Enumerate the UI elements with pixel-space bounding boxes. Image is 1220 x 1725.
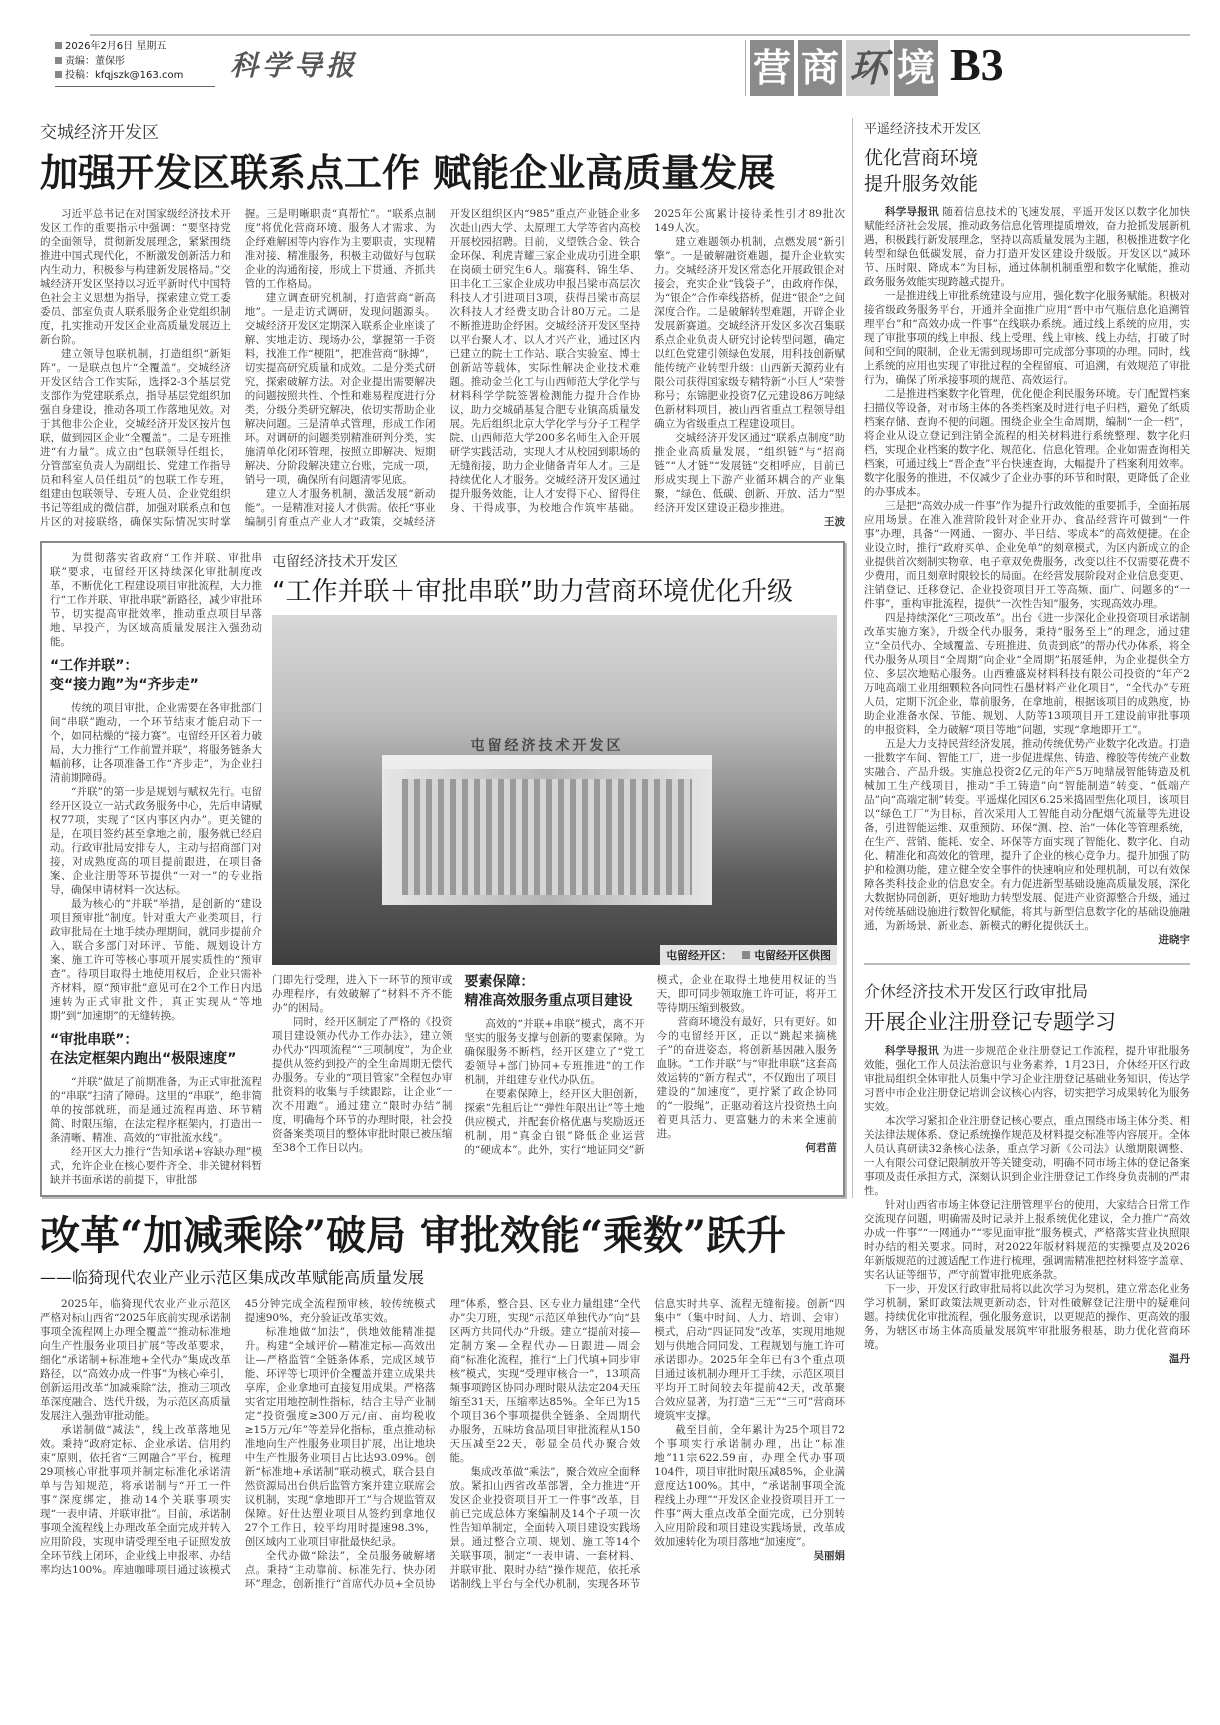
paragraph: 针对山西省市场主体登记注册管理平台的使用，大家结合日常工作交流现存问题，明确需及时记录并上报系统优化建议，全力推广“高效办成一件事”“一网通办”“零见面审批”服务模式，严格落实营业执照限时办结的相关要求。同时，对2022年版材料规范的实操要点及2026年新版规范的过渡适配工作进行梳理，强调需精准把控材料签字盖章、实名认证等细节，严守前置审批兜底条款。 <box>864 1199 1190 1281</box>
paragraph: 营商环境没有最好，只有更好。如今的屯留经开区，正以“跳起来摘桃子”的奋进姿态，将创新基因融入服务血脉。“工作并联”与“审批串联”这套高效运转的“新方程式”，不仅跑出了项目建设的“加速度”，更拧紧了政企协同的“一股绳”，正驱动着这片投资热土向着更具活力、更富魅力的未来全速前进。 <box>656 1016 837 1140</box>
title-line: 提升服务效能 <box>864 173 979 195</box>
subheading: “工作并联”： <box>50 658 139 674</box>
paragraph: 一是推进线上审批系统建设与应用，强化数字化服务赋能。积极对接省级政务服务平台，开通并全面推广应用“晋中市气瓶信息化追溯管理平台”和“高效办成一件事”在线联办系统。通过线上系统的应用，实现了审批事项的线上申报、线上受理、线上审核、线上办结，打破了时间和空间的限制，企业无需到现场即可完成部分事项的办理。同时，线上系统的应用也实现了审批过程的全程留痕、可追溯，有效规范了审批行为，确保了所承接事项的规范、高效运行。 <box>864 290 1190 386</box>
caption-text: 屯留经开区： <box>666 949 732 962</box>
paragraph: 同时，经开区制定了严格的《投资项目建设领办代办工作办法》，建立领办代办“四项流程”“三项制度”，为企业提供从签约到投产的全生命周期无偿代办服务。专业的“项目管家”全程包办审批资料的收集与手续跟踪，让企业“一次不用跑”。通过建立“限时办结”制度，明确每个环节的办理时限，社会投资备案类项目的整体审批时限已被压缩至38个工作日以内。 <box>272 1016 453 1154</box>
photo-caption <box>660 945 837 965</box>
paragraph: 四是持续深化“三项改革”。出台《进一步深化企业投资项目承诺制改革实施方案》，升级全代办服务，秉持“服务至上”的理念，通过建立“全员代办、全域覆盖、专班推进、负责到底”的帮办代办体系，将全代办服务从项目“全周期”向企业“全周期”拓展延伸，为企业提供全方位、多层次地贴心服务。山西雅盛炭材料科技有限公司投资的“年产2万吨高端工业用细颗粒各向同性石墨材料产业化项目”，“全代办”专班人员，定期下沉企业，靠前服务，在拿地前，根据该项目的成熟度，协助企业准备水保、节能、规划、人防等13项项目开工建设前审批事项的申报资料，全力破解“项目等地”问题，实现“拿地即开工”。 <box>864 612 1190 736</box>
issue-info <box>55 40 215 87</box>
paragraph: 五是大力支持民营经济发展，推动传统优势产业数字化改造。打造一批数字车间、智能工厂，进一步促进煤焦、铸造、橡胶等传统产业数实融合、产品升级。实施总投资2亿元的年产5万吨鼎晟智能铸造及机械加工生产线项目，推动“手工铸造”向“智能制造”转变、“低端产品”向“高端定制”转变。平遥煤化园区6.25米捣固型焦化项目，该项目以“绿色工厂”为目标，首次采用人工智能自动分配烟气流量等先进设备，引进智能运维、双重预防、环保“测、控、治”一体化等管理系统，在生产、营销、能耗、安全、环保等方面实现了智能化、数字化、自动化、精准化和高效化的管理，提升了企业的核心竞争力。提升加强了防护和检测功能，建立健全安全事件的快速响应和处理机制，可以有效保障各类科技企业的信息安全。有力促进新型基础设施高质量发展，深化大数据协同创新，更好地助力转型发展、促进产业资源整合升级，通过对传统基础设施进行数智化赋能，将其与新型信息数字化的基础设施融通，为新场景、新业态、新模式的孵化提供沃土。 <box>864 738 1190 932</box>
middle-article-lower-columns <box>272 973 837 1158</box>
bottom-article-subtitle: ——临猗现代农业产业示范区集成改革赋能高质量发展 <box>40 1268 425 1287</box>
right-article-kicker: 平遥经济技术开发区 <box>864 122 982 137</box>
middle-article-left-column <box>50 551 262 1187</box>
paragraph: 集成改革做“乘法”，聚合效应全面释放。紧扣山西省改革部署，全力推进“开发区企业投资项目开工一件事”改革，目前已完成总体方案编制及14个子项一次性告知单制定，全面转入项目建设实践场景。通过整合立项、规划、施工等14个关联事项，制定“一表申请、一套材料、并联审批、限时办结”操作规范，依托承诺制线上平台与全代办机制，实现各环节信息实时共享、流程无缝衔接。创新“四集中”（集中时间、人力、培训、会审）模式，启动“四证同发”改革，实现用地规划与供地合同同发、工程规划与施工许可承诺即办。2025年全年已有3个重点项目通过该机制办理开工手续，示范区项目平均开工时间较去年提前42天，改革聚合效应显著，为打造“三无”“三可”营商环境筑牢支撑。 <box>449 1298 845 1590</box>
paragraph: 随着信息技术的飞速发展，平遥开发区以数字化加快赋能经济社会发展，推动政务信息化管理提质增效，奋力抢抓发展新机遇，积极践行新发展理念，坚持以高质量发展为主题，积极推进数字化转型和绿色低碳发展，奋力打造开发区建设升级版。开发区以“减环节、压时限、降成本”为目标，通过体制机制重塑和数字化赋能，推动政务服务效能实现跨越式提升。 <box>864 206 1191 288</box>
author: 温丹 <box>1169 1353 1190 1365</box>
paragraph: 为进一步规范企业注册登记工作流程，提升审批服务效能，强化工作人员法治意识与业务素养，1月23日，介休经开区行政审批局组织全体审批人员集中学习企业注册登记基础业务知识，传达学习晋中市企业注册登记培训会议核心内容，切实把学习成果转化为服务实效。 <box>864 1045 1191 1113</box>
author: 王波 <box>824 516 845 528</box>
issue-submit-email: 投稿：kfqjszk@163.com <box>55 69 215 84</box>
right-article-title <box>864 145 1190 197</box>
paragraph: 习近平总书记在对国家级经济技术开发区工作的重要指示中强调：“要坚持党的全面领导，贯彻新发展理念，紧紧围绕推进中国式现代化，不断激发创新活力和内生动力，积极参与构建新发展格局。”交城经济开发区坚持以习近平新时代中国特色社会主义思想为指导，探索建立党工委委员、部室负责人联系服务企业党组织制度，扎实推动开发区企业高质量发展迈上新台阶。 <box>40 208 231 346</box>
building-illustration <box>382 738 712 905</box>
middle-article-title: “工作并联＋审批串联”助力营商环境优化升级 <box>272 577 793 607</box>
paragraph: 下一步，开发区行政审批局将以此次学习为契机，建立常态化业务学习机制，紧盯政策法规更新动态，针对性破解登记注册中的疑难问题。持续优化审批流程，强化服务意识，以更规范的操作、更高效的服务，为辖区市场主体高质量发展筑牢审批服务根基，助力优化营商环境。 <box>864 1283 1190 1351</box>
bottom-article-title: 改革“加减乘除”破局 审批效能“乘数”跃升 <box>40 1212 786 1259</box>
photo-credit: 屯留经开区供图 <box>754 949 831 962</box>
section-char: 境 <box>894 40 938 96</box>
section-masthead <box>745 40 938 96</box>
top-article-title: 加强开发区联系点工作 赋能企业高质量发展 <box>40 151 776 195</box>
middle-article-kicker: 屯留经济技术开发区 <box>272 554 398 570</box>
paragraph: 门即先行受理，进入下一环节的预审或办理程序，有效破解了“材料不齐不能办”的困局。 <box>272 974 453 1014</box>
jiexiu-article-kicker: 介休经济技术开发区行政审批局 <box>864 982 1089 1001</box>
issue-editor: 责编：董保彤 <box>55 55 215 70</box>
bottom-article-body <box>40 1297 845 1591</box>
subheading: 精准高效服务重点项目建设 <box>464 993 633 1009</box>
paragraph: 二是推进档案数字化管理，优化便企利民服务环境。专门配置档案扫描仪等设备，对市场主体的各类档案及时进行电子归档，避免了纸质档案存储、查询不便的问题。围绕企业全生命周期，编制“一企一档”，将企业从设立登记到注销全流程的相关材料进行系统整理、数字化归档，实现企业档案的数字化、规范化、信息化管理。企业如需查询相关档案，可通过线上“晋企查”平台快速查询，大幅提升了档案利用效率。数字化服务的推进，不仅减少了企业办事的环节和时限，更降低了企业的办事成本。 <box>864 388 1190 498</box>
right-stack <box>864 118 1190 1366</box>
paragraph: 建立难题领办机制，点燃发展“新引擎”。一是破解融资难题，提升企业软实力。交城经济开发区常态化开展政银企对接会，充实企业“钱袋子”，由政府作保，为“银企”合作牵线搭桥，促进“银企”之间深度合作。二是破解转型难题，开辟企业发展新赛道。交城经济开发区多次召集联系点企业负责人研究讨论转型问题，确定以红色党建引领绿色发展，用科技创新赋能传统产业转型升级：山西新天源药业有限公司获得国家级专精特新“小巨人”荣誉称号；东锦肥业投资7亿元建设86万吨绿色新材料项目，被山西省重点工程领导组确立为省级重点工程建设项目。 <box>654 236 845 430</box>
jiexiu-article-body <box>864 1044 1190 1366</box>
square-bullet-icon <box>742 951 750 959</box>
section-char: 商 <box>798 40 842 96</box>
paragraph: 截至目前，全年累计为25个项目72个事项实行承诺制办理，出让“标准地”11宗622.59亩，办理全代办事项104件，项目审批时限压减85%，企业满意度达100%。其中，“承诺制事项全流程线上办理”“开发区企业投资项目开工一件事”两大重点改革全面完成，已分别转入应用阶段和项目建设实践场景，改革成效加速转化为项目落地“加速度”。 <box>654 1424 845 1548</box>
paragraph: 高效的“并联+串联”模式，离不开坚实的服务支撑与创新的要素保障。为确保服务不断档，经开区建立了“党工委领导+部门协同+专班推进”的工作机制，并组建专业代办队伍。 <box>464 1018 645 1086</box>
newspaper-logo: 科学导报 <box>230 49 359 82</box>
paragraph: 建立领导包联机制，打造组织“新矩阵”。一是联点包片“全覆盖”。交城经济开发区结合工作实际，选择2-3个基层党支部作为党建联系点，指导基层党组织加强自身建设，推动各项工作落地见效。对于其他非公企业，交城经济开发区按片包联，做到园区企业“全覆盖”。二是专班推进“有力量”。成立由“包联领导任组长，分管部室负责人为副组长、党建工作指导员和科室人员任组员”的包联工作专班，组建由包联领导、专班人员、企业党组织书记等组成的微信群，加强对联系点和包片区的对接联络，确保实际情况实时掌握。三是明晰职责“真帮忙”。“联系点制度”将优化营商环境、服务人才需求、为企纾难解困等内容作为主要职责，实现精准对接、精准服务，积极主动做好与包联企业的沟通衔接，形成上下贯通、齐抓共管的工作格局。 <box>40 208 436 528</box>
intro: 为贯彻落实省政府“工作并联、审批串联”要求，屯留经开区持续深化审批制度改革，不断优化工程建设项目审批流程，大力推行“工作并联、审批串联”新路径，减少审批环节，切实提高审批效率，推动重点项目早落地、早投产，为区域高质量发展注入强劲动能。 <box>50 552 262 648</box>
author: 进晓宇 <box>1158 934 1190 946</box>
paragraph: 全代办做“除法”，全员服务破解堵点。秉持“主动靠前、标准先行、快办闭环”理念，创新推行“首席代办员+全员协理”体系，整合县、区专业力量组建“全代办”尖刀班，实现“示范区单独代办”向“县区两方共同代办”升级。建立“提前对接—定制方案—全程代办—日跟进—周会商”标准化流程，推行“上门代填+同步审核”模式，实现“受理审核合一”，13项高频事项跨区协同办理时限从法定204天压缩至31天，压缩率达85%。全年已为15个项目36个事项提供全链条、全周期代办服务，五味坊食品项目审批流程从150天压减至22天，彰显全员代办聚合效能。 <box>244 1298 641 1590</box>
issue-date: 2026年2月6日 星期五 <box>55 40 215 55</box>
subheading: 要素保障： <box>464 974 535 990</box>
paragraph: 三是把“高效办成一件事”作为提升行政效能的重要抓手，全面拓展应用场景。在准入准营阶段针对企业开办、食品经营许可做到“一件事”办理，具备“一网通、一窗办、半日结、零成本”的高效便捷。在企业设立时，推行“政府买单、企业免单”的刻章模式，为区内新成立的企业提供首次刻制实物章、电子章双免费服务，改变以往不仅需要花费不少费用，而且刻章时限较长的局面。在经营发展阶段对企业信息变更、注销登记、迁移登记、企业投资项目开工等高频、面广、问题多的“一件事”，重构审批流程，提供“一次性告知”服务，实现高效办理。 <box>864 500 1190 610</box>
author: 吴丽娟 <box>813 1550 845 1562</box>
lead: 科学导报讯 <box>885 1045 939 1057</box>
middle-article-box <box>40 541 845 1197</box>
paragraph: 传统的项目审批，企业需要在各审批部门间“串联”跑动，一个环节结束才能启动下一个，如同枯燥的“接力赛”。屯留经开区着力破局，大力推行“工作前置并联”，将服务链条大幅前移，让各项准备工作“齐步走”，为企业扫清前期障碍。 <box>50 702 262 784</box>
middle-article-right-area <box>272 551 837 1187</box>
author: 何君苗 <box>805 1142 837 1154</box>
title-line: 优化营商环境 <box>864 147 979 169</box>
left-stack <box>40 118 845 1591</box>
section-divider <box>864 963 1190 965</box>
paragraph: 最为核心的“并联”举措，是创新的“建设项目预审批”制度。针对重大产业类项目，行政审批局在土地手续办理期间，就同步提前介入，联合多部门对环评、节能、规划设计方案、施工许可等核心事项开展实质性的“预审查”。待项目取得土地使用权后，企业只需补齐材料，原“预审批”意见可在2个工作日内迅速转为正式审批文件，真正实现从“等地期”到“加速期”的无缝转换。 <box>50 898 262 1022</box>
paragraph: 建立调查研究机制，打造营商“新高地”。一是走访式调研，发现问题源头。交城经济开发区定期深入联系企业座谈了解、实地走访、现场办公，掌握第一手资料，找准工作“梗阻”，把准营商“脉搏”，切实提高研究质量和成效。二是分类式研究，探索破解方法。对企业提出需要解决的问题按照共性、个性和难易程度进行分类，分级分类研究解决，依切实帮助企业解决问题。三是清单式管理，形成工作闭环。对调研的问题类别精准研判分类，实施清单化闭环管理，按照立即解决、短期解决、分阶段解决建立台账，完成一项，销号一项，确保所有问题清零见底。 <box>244 292 436 486</box>
lead: 科学导报讯 <box>885 206 939 218</box>
subheading: “审批串联”： <box>50 1032 139 1048</box>
paragraph: 承诺制做“减法”，线上改革落地见效。秉持“政府定标、企业承诺、信用约束”原则，依托省“三网融合”平台，梳理29项核心审批事项并制定标准化承诺清单与告知规范，将承诺制与“开工一件事”深度绑定，推动14个关联事项实现“一表申请、并联审批”。目前，承诺制事项全流程线上办理改革全面完成并转入应用阶段，实现申请受理至电子证照发放全环节线上闭环，企业线上申报率、办结率均达100%。库迪咖啡项目通过该模式45分钟完成全流程预审核，较传统模式提速90%，充分验证改革实效。 <box>40 1298 436 1576</box>
right-article-body <box>864 205 1190 947</box>
building-sign: 屯留经济技术开发区 <box>470 738 624 754</box>
section-char: 营 <box>750 40 794 96</box>
paragraph: 标准地做“加法”，供地效能精准提升。构建“全域评价—精准定标—高效出让—严格监管”全链条体系，完成区域节能、环评等七项评价全覆盖并建立成果共享库，企业拿地可直接复用成果。严格落实省定用地控制性指标，结合主导产业制定“投资强度≥300万元/亩、亩均税收≥15万元/年”等差异化指标，重点推动标准地向生产性服务业项目扩展，出让地块中生产性服务业项目占比达93.09%。创新“标准地+承诺制”联动模式，联合县自然资源局出台供后监管方案并建立联席会议机制，实现“拿地即开工”与合规监管双保障。好仕达塑业项目从签约到拿地仅27个工作日，较平均用时提速98.3%，创区域内工业项目审批最快纪录。 <box>244 1326 436 1548</box>
section-char: 环 <box>846 40 890 96</box>
paragraph: “并联”做足了前期准备，为正式审批流程的“串联”扫清了障碍。这里的“串联”，绝非简单的按部就班，而是通过流程再造、环节精简、时限压缩，在法定程序框架内，打造出一条清晰、精准、高效的“审批流水线”。 <box>50 1076 262 1144</box>
paragraph: 经开区大力推行“告知承诺+容缺办理”模式，允许企业在核心要件齐全、非关键材料暂缺并书面承诺的前提下，审批部 <box>50 1146 262 1186</box>
paragraph: “并联”的第一步是规划与赋权先行。屯留经开区设立一站式政务服务中心，先后申请赋权77项，实现了“区内事区内办”。更关键的是，在项目签约甚至拿地之前，服务就已经启动。行政审批局安排专人，主动与招商部门对接，对成熟度高的项目提前跟进，在项目备案、企业注册等环节提供“一对一”的专业指导，确保申请材料一次达标。 <box>50 786 262 896</box>
paragraph: 交城经济开发区通过“联系点制度”助推企业高质量发展，“组织链”与“招商链”“人才链”“发展链”交相呼应，目前已形成实现上下游产业循环耦合的产业集聚，“绿色、低碳、创新、开放、活力”型经济开发区建设正稳步推进。 <box>654 432 845 514</box>
paragraph: 建立人才服务机制，激活发展“新动能”。一是精准对接人才供需。依托“事业编制引育重点产业人才”政策，交城经济开发区组织区内“985”重点产业链企业多次赴山西大学、太原理工大学等省内高校开展校园招聘。目前，义望铁合金、铁合金环保、利虎青耀三家企业成功引进全职在岗硕士研究生6人。瑞赛科、锦生华、田丰化工三家企业成功申报吕梁市高层次科技人才引进项目3项，获得吕梁市高层次科技人才经费支助合计80万元。二是不断推进助企纾困。交城经济开发区坚持以平台聚人才、以人才兴产业，通过区内已建立的院士工作站、联合实验室、博士创新站等载体，实际性解决企业技术难题。推动金兰化工与山西师范大学化学与材料科学学院签署检测能力提升合作协议，助力交城硝基复合肥专业镇高质量发展。先后组织北京大学化学与分子工程学院、山西师范大学200多名师生入企开展研学实践活动，实现人才从校园到职场的无缝衔接，助力企业储备青年人才。三是持续优化人才服务。交城经济开发区通过提升服务效能，让人才安得下心、留得住身、干得成事，为校地合作筑牢基础。2025年公寓累计接待柔性引才89批次149人次。 <box>244 208 845 528</box>
paragraph: 2025年，临猗现代农业产业示范区严格对标山西省“2025年底前实现承诺制事项全流程网上办理全覆盖”“推动标准地向生产性服务业项目扩展”等改革要求，细化“承诺制+标准地+全代办”集成改革路径，以“高效办成一件事”为核心牵引，创新运用改革“加减乘除”法，推动三项改革深度融合、迭代升级，为示范区高质量发展注入强劲审批动能。 <box>40 1298 231 1422</box>
subheading: 在法定框架内跑出“极限速度” <box>50 1051 237 1067</box>
column-divider <box>852 118 853 1198</box>
jiexiu-article-title: 开展企业注册登记专题学习 <box>864 1010 1116 1034</box>
paragraph: 本次学习紧扣企业注册登记核心要点，重点围绕市场主体分类、相关法律法规体系、登记系统操作规范及材料提交标准等内容展开。全体人员认真研读32条核心法条，重点学习新《公司法》认缴期限调整、一人有限公司登记限制放开等关键变动，明确不同市场主体的登记备案事项及责任承担方式，深刻认识到企业注册登记工作终身负责制的严肃性。 <box>864 1115 1190 1197</box>
paragraph: 在要素保障上，经开区大胆创新，探索“先租后让”“弹性年限出让”等土地供应模式，并配套价格优惠与奖励返还机制，用“真金白银”降低企业运营的“硬成本”。此外，实行“地证同交”新模式，企业在取得土地使用权证的当天，即可同步领取施工许可证，将开工等待期压缩到极致。 <box>464 974 837 1156</box>
page-number: B3 <box>950 39 1004 90</box>
header-rule <box>90 34 1190 36</box>
top-article-body <box>40 207 845 529</box>
development-zone-photo <box>272 615 837 965</box>
top-article-kicker: 交城经济开发区 <box>40 123 159 143</box>
subheading: 变“接力跑”为“齐步走” <box>50 677 199 693</box>
